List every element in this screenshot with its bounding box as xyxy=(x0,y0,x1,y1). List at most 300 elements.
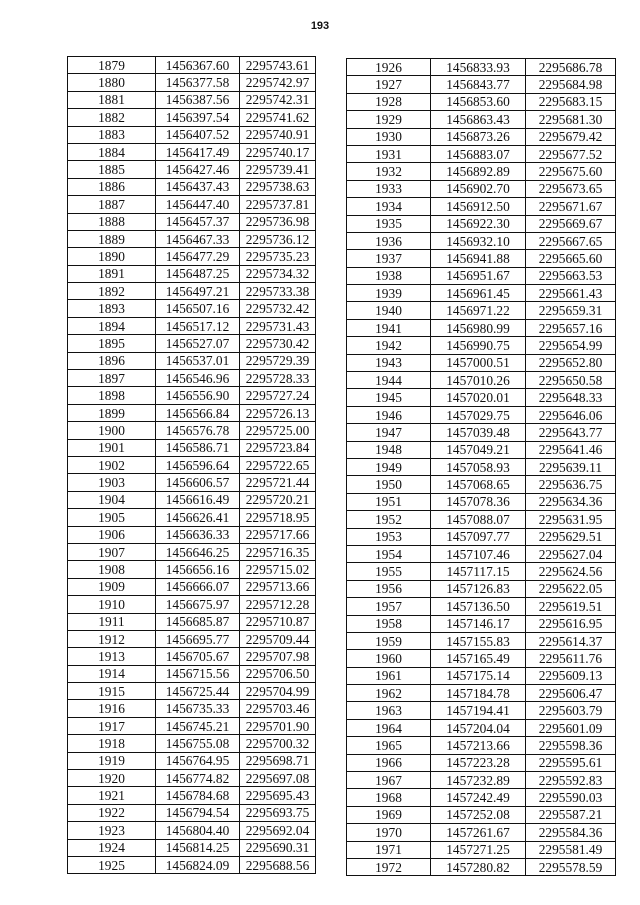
x-coordinate-cell: 1456586.71 xyxy=(156,439,240,456)
table-row xyxy=(347,511,616,528)
x-coordinate-cell: 1456507.16 xyxy=(156,300,240,317)
x-coordinate-cell: 1456437.43 xyxy=(156,178,240,195)
x-coordinate-cell: 1456705.67 xyxy=(156,648,240,665)
y-coordinate-cell: 2295740.91 xyxy=(240,126,316,143)
point-number-cell: 1904 xyxy=(68,491,156,508)
x-coordinate-cell: 1457184.78 xyxy=(431,685,526,702)
point-number-cell: 1922 xyxy=(68,804,156,821)
y-coordinate-cell: 2295741.62 xyxy=(240,109,316,126)
point-number-cell: 1933 xyxy=(347,180,431,197)
y-coordinate-cell: 2295700.32 xyxy=(240,735,316,752)
point-number-cell: 1912 xyxy=(68,630,156,647)
point-number-cell: 1915 xyxy=(68,683,156,700)
point-number-cell: 1944 xyxy=(347,372,431,389)
point-number-cell: 1884 xyxy=(68,143,156,160)
point-number-cell: 1879 xyxy=(68,57,156,74)
table-row xyxy=(347,685,616,702)
point-number-cell: 1888 xyxy=(68,213,156,230)
y-coordinate-cell: 2295690.31 xyxy=(240,839,316,856)
y-coordinate-cell: 2295703.46 xyxy=(240,700,316,717)
x-coordinate-cell: 1456656.16 xyxy=(156,561,240,578)
point-number-cell: 1962 xyxy=(347,685,431,702)
table-row xyxy=(68,352,316,369)
table-row xyxy=(68,543,316,560)
y-coordinate-cell: 2295667.65 xyxy=(526,232,616,249)
x-coordinate-cell: 1456794.54 xyxy=(156,804,240,821)
x-coordinate-cell: 1456902.70 xyxy=(431,180,526,197)
point-number-cell: 1968 xyxy=(347,789,431,806)
y-coordinate-cell: 2295709.44 xyxy=(240,630,316,647)
x-coordinate-cell: 1456912.50 xyxy=(431,198,526,215)
y-coordinate-cell: 2295742.97 xyxy=(240,74,316,91)
y-coordinate-cell: 2295629.51 xyxy=(526,528,616,545)
point-number-cell: 1966 xyxy=(347,754,431,771)
x-coordinate-cell: 1456636.33 xyxy=(156,526,240,543)
y-coordinate-cell: 2295590.03 xyxy=(526,789,616,806)
page-number: 193 xyxy=(310,20,330,32)
table-row xyxy=(347,458,616,475)
y-coordinate-cell: 2295720.21 xyxy=(240,491,316,508)
point-number-cell: 1952 xyxy=(347,511,431,528)
point-number-cell: 1958 xyxy=(347,615,431,632)
y-coordinate-cell: 2295728.33 xyxy=(240,370,316,387)
y-coordinate-cell: 2295601.09 xyxy=(526,719,616,736)
y-coordinate-cell: 2295710.87 xyxy=(240,613,316,630)
y-coordinate-cell: 2295648.33 xyxy=(526,389,616,406)
point-number-cell: 1900 xyxy=(68,422,156,439)
y-coordinate-cell: 2295698.71 xyxy=(240,752,316,769)
y-coordinate-cell: 2295619.51 xyxy=(526,598,616,615)
y-coordinate-cell: 2295598.36 xyxy=(526,737,616,754)
table-row xyxy=(68,161,316,178)
point-number-cell: 1959 xyxy=(347,632,431,649)
point-number-cell: 1931 xyxy=(347,145,431,162)
point-number-cell: 1901 xyxy=(68,439,156,456)
point-number-cell: 1937 xyxy=(347,250,431,267)
table-row xyxy=(68,230,316,247)
table-row xyxy=(68,404,316,421)
x-coordinate-cell: 1456537.01 xyxy=(156,352,240,369)
x-coordinate-cell: 1457280.82 xyxy=(431,858,526,875)
point-number-cell: 1943 xyxy=(347,354,431,371)
y-coordinate-cell: 2295712.28 xyxy=(240,596,316,613)
point-number-cell: 1887 xyxy=(68,196,156,213)
y-coordinate-cell: 2295652.80 xyxy=(526,354,616,371)
table-row xyxy=(68,787,316,804)
y-coordinate-cell: 2295679.42 xyxy=(526,128,616,145)
x-coordinate-cell: 1457049.21 xyxy=(431,441,526,458)
x-coordinate-cell: 1457213.66 xyxy=(431,737,526,754)
point-number-cell: 1965 xyxy=(347,737,431,754)
table-row xyxy=(347,545,616,562)
table-row xyxy=(68,74,316,91)
table-row xyxy=(347,476,616,493)
x-coordinate-cell: 1457252.08 xyxy=(431,806,526,823)
point-number-cell: 1889 xyxy=(68,230,156,247)
y-coordinate-cell: 2295650.58 xyxy=(526,372,616,389)
table-row xyxy=(68,735,316,752)
table-row xyxy=(347,250,616,267)
x-coordinate-cell: 1456397.54 xyxy=(156,109,240,126)
y-coordinate-cell: 2295657.16 xyxy=(526,319,616,336)
table-row xyxy=(68,456,316,473)
point-number-cell: 1916 xyxy=(68,700,156,717)
point-number-cell: 1925 xyxy=(68,856,156,873)
y-coordinate-cell: 2295606.47 xyxy=(526,685,616,702)
table-body xyxy=(68,57,316,874)
x-coordinate-cell: 1457107.46 xyxy=(431,545,526,562)
point-number-cell: 1969 xyxy=(347,806,431,823)
y-coordinate-cell: 2295725.00 xyxy=(240,422,316,439)
point-number-cell: 1909 xyxy=(68,578,156,595)
x-coordinate-cell: 1457126.83 xyxy=(431,580,526,597)
point-number-cell: 1890 xyxy=(68,248,156,265)
point-number-cell: 1934 xyxy=(347,198,431,215)
table-row xyxy=(68,283,316,300)
point-number-cell: 1960 xyxy=(347,650,431,667)
table-row xyxy=(347,806,616,823)
x-coordinate-cell: 1457146.17 xyxy=(431,615,526,632)
point-number-cell: 1932 xyxy=(347,163,431,180)
table-row xyxy=(347,59,616,76)
point-number-cell: 1971 xyxy=(347,841,431,858)
table-row xyxy=(347,858,616,875)
x-coordinate-cell: 1457223.28 xyxy=(431,754,526,771)
table-row xyxy=(347,232,616,249)
y-coordinate-cell: 2295614.37 xyxy=(526,632,616,649)
point-number-cell: 1893 xyxy=(68,300,156,317)
table-row xyxy=(347,198,616,215)
table-row xyxy=(68,126,316,143)
table-row xyxy=(68,648,316,665)
x-coordinate-cell: 1456576.78 xyxy=(156,422,240,439)
x-coordinate-cell: 1456951.67 xyxy=(431,267,526,284)
point-number-cell: 1880 xyxy=(68,74,156,91)
y-coordinate-cell: 2295643.77 xyxy=(526,424,616,441)
x-coordinate-cell: 1456675.97 xyxy=(156,596,240,613)
y-coordinate-cell: 2295587.21 xyxy=(526,806,616,823)
y-coordinate-cell: 2295665.60 xyxy=(526,250,616,267)
point-number-cell: 1964 xyxy=(347,719,431,736)
coordinates-table-right xyxy=(346,58,616,876)
y-coordinate-cell: 2295740.17 xyxy=(240,143,316,160)
y-coordinate-cell: 2295581.49 xyxy=(526,841,616,858)
table-row xyxy=(347,632,616,649)
point-number-cell: 1942 xyxy=(347,337,431,354)
point-number-cell: 1957 xyxy=(347,598,431,615)
point-number-cell: 1946 xyxy=(347,406,431,423)
y-coordinate-cell: 2295721.44 xyxy=(240,474,316,491)
point-number-cell: 1892 xyxy=(68,283,156,300)
table-row xyxy=(68,491,316,508)
x-coordinate-cell: 1456556.90 xyxy=(156,387,240,404)
table-row xyxy=(347,337,616,354)
x-coordinate-cell: 1456725.44 xyxy=(156,683,240,700)
x-coordinate-cell: 1456892.89 xyxy=(431,163,526,180)
x-coordinate-cell: 1456457.37 xyxy=(156,213,240,230)
table-row xyxy=(347,754,616,771)
table-row xyxy=(347,389,616,406)
table-row xyxy=(68,196,316,213)
point-number-cell: 1883 xyxy=(68,126,156,143)
table-row xyxy=(68,370,316,387)
table-row xyxy=(68,683,316,700)
table-row xyxy=(347,76,616,93)
x-coordinate-cell: 1456990.75 xyxy=(431,337,526,354)
table-row xyxy=(347,772,616,789)
point-number-cell: 1947 xyxy=(347,424,431,441)
point-number-cell: 1920 xyxy=(68,770,156,787)
table-row xyxy=(68,91,316,108)
x-coordinate-cell: 1456497.21 xyxy=(156,283,240,300)
y-coordinate-cell: 2295736.98 xyxy=(240,213,316,230)
table-row xyxy=(68,178,316,195)
x-coordinate-cell: 1457117.15 xyxy=(431,563,526,580)
point-number-cell: 1902 xyxy=(68,456,156,473)
point-number-cell: 1898 xyxy=(68,387,156,404)
y-coordinate-cell: 2295736.12 xyxy=(240,230,316,247)
x-coordinate-cell: 1456745.21 xyxy=(156,717,240,734)
y-coordinate-cell: 2295726.13 xyxy=(240,404,316,421)
y-coordinate-cell: 2295681.30 xyxy=(526,111,616,128)
x-coordinate-cell: 1456784.68 xyxy=(156,787,240,804)
x-coordinate-cell: 1456932.10 xyxy=(431,232,526,249)
point-number-cell: 1903 xyxy=(68,474,156,491)
x-coordinate-cell: 1456715.56 xyxy=(156,665,240,682)
y-coordinate-cell: 2295603.79 xyxy=(526,702,616,719)
table-row xyxy=(347,667,616,684)
table-row xyxy=(347,737,616,754)
point-number-cell: 1914 xyxy=(68,665,156,682)
point-number-cell: 1913 xyxy=(68,648,156,665)
x-coordinate-cell: 1456666.07 xyxy=(156,578,240,595)
y-coordinate-cell: 2295737.81 xyxy=(240,196,316,213)
point-number-cell: 1894 xyxy=(68,317,156,334)
table-row xyxy=(347,702,616,719)
table-row xyxy=(68,717,316,734)
y-coordinate-cell: 2295713.66 xyxy=(240,578,316,595)
point-number-cell: 1967 xyxy=(347,772,431,789)
table-row xyxy=(68,439,316,456)
y-coordinate-cell: 2295716.35 xyxy=(240,543,316,560)
x-coordinate-cell: 1457242.49 xyxy=(431,789,526,806)
point-number-cell: 1935 xyxy=(347,215,431,232)
table-row xyxy=(68,630,316,647)
table-row xyxy=(347,615,616,632)
point-number-cell: 1961 xyxy=(347,667,431,684)
table-row xyxy=(68,526,316,543)
y-coordinate-cell: 2295616.95 xyxy=(526,615,616,632)
x-coordinate-cell: 1457194.41 xyxy=(431,702,526,719)
x-coordinate-cell: 1457068.65 xyxy=(431,476,526,493)
point-number-cell: 1895 xyxy=(68,335,156,352)
table-row xyxy=(347,111,616,128)
x-coordinate-cell: 1456546.96 xyxy=(156,370,240,387)
y-coordinate-cell: 2295722.65 xyxy=(240,456,316,473)
y-coordinate-cell: 2295733.38 xyxy=(240,283,316,300)
x-coordinate-cell: 1456407.52 xyxy=(156,126,240,143)
x-coordinate-cell: 1456980.99 xyxy=(431,319,526,336)
x-coordinate-cell: 1456626.41 xyxy=(156,509,240,526)
y-coordinate-cell: 2295723.84 xyxy=(240,439,316,456)
y-coordinate-cell: 2295636.75 xyxy=(526,476,616,493)
point-number-cell: 1886 xyxy=(68,178,156,195)
point-number-cell: 1955 xyxy=(347,563,431,580)
y-coordinate-cell: 2295742.31 xyxy=(240,91,316,108)
y-coordinate-cell: 2295639.11 xyxy=(526,458,616,475)
table-row xyxy=(347,163,616,180)
x-coordinate-cell: 1456695.77 xyxy=(156,630,240,647)
y-coordinate-cell: 2295654.99 xyxy=(526,337,616,354)
x-coordinate-cell: 1456527.07 xyxy=(156,335,240,352)
y-coordinate-cell: 2295717.66 xyxy=(240,526,316,543)
table-row xyxy=(347,441,616,458)
y-coordinate-cell: 2295743.61 xyxy=(240,57,316,74)
y-coordinate-cell: 2295677.52 xyxy=(526,145,616,162)
table-row xyxy=(68,839,316,856)
x-coordinate-cell: 1456517.12 xyxy=(156,317,240,334)
y-coordinate-cell: 2295697.08 xyxy=(240,770,316,787)
x-coordinate-cell: 1456387.56 xyxy=(156,91,240,108)
x-coordinate-cell: 1456755.08 xyxy=(156,735,240,752)
y-coordinate-cell: 2295701.90 xyxy=(240,717,316,734)
table-row xyxy=(347,841,616,858)
x-coordinate-cell: 1457020.01 xyxy=(431,389,526,406)
point-number-cell: 1921 xyxy=(68,787,156,804)
table-row xyxy=(68,804,316,821)
x-coordinate-cell: 1456814.25 xyxy=(156,839,240,856)
x-coordinate-cell: 1456685.87 xyxy=(156,613,240,630)
table-row xyxy=(68,752,316,769)
table-row xyxy=(347,406,616,423)
x-coordinate-cell: 1456596.64 xyxy=(156,456,240,473)
coordinates-table-left xyxy=(67,56,316,874)
point-number-cell: 1926 xyxy=(347,59,431,76)
x-coordinate-cell: 1456774.82 xyxy=(156,770,240,787)
point-number-cell: 1907 xyxy=(68,543,156,560)
point-number-cell: 1899 xyxy=(68,404,156,421)
x-coordinate-cell: 1456824.09 xyxy=(156,856,240,873)
y-coordinate-cell: 2295595.61 xyxy=(526,754,616,771)
point-number-cell: 1897 xyxy=(68,370,156,387)
y-coordinate-cell: 2295718.95 xyxy=(240,509,316,526)
y-coordinate-cell: 2295611.76 xyxy=(526,650,616,667)
table-row xyxy=(347,302,616,319)
y-coordinate-cell: 2295695.43 xyxy=(240,787,316,804)
y-coordinate-cell: 2295692.04 xyxy=(240,822,316,839)
x-coordinate-cell: 1457010.26 xyxy=(431,372,526,389)
x-coordinate-cell: 1456804.40 xyxy=(156,822,240,839)
y-coordinate-cell: 2295704.99 xyxy=(240,683,316,700)
y-coordinate-cell: 2295735.23 xyxy=(240,248,316,265)
point-number-cell: 1963 xyxy=(347,702,431,719)
point-number-cell: 1950 xyxy=(347,476,431,493)
table-row xyxy=(347,215,616,232)
table-row xyxy=(68,422,316,439)
x-coordinate-cell: 1457039.48 xyxy=(431,424,526,441)
point-number-cell: 1940 xyxy=(347,302,431,319)
x-coordinate-cell: 1457271.25 xyxy=(431,841,526,858)
table-row xyxy=(347,267,616,284)
point-number-cell: 1928 xyxy=(347,93,431,110)
y-coordinate-cell: 2295578.59 xyxy=(526,858,616,875)
x-coordinate-cell: 1456922.30 xyxy=(431,215,526,232)
x-coordinate-cell: 1456467.33 xyxy=(156,230,240,247)
point-number-cell: 1881 xyxy=(68,91,156,108)
table-row xyxy=(347,493,616,510)
y-coordinate-cell: 2295731.43 xyxy=(240,317,316,334)
point-number-cell: 1953 xyxy=(347,528,431,545)
y-coordinate-cell: 2295592.83 xyxy=(526,772,616,789)
x-coordinate-cell: 1456961.45 xyxy=(431,285,526,302)
x-coordinate-cell: 1456487.25 xyxy=(156,265,240,282)
table-row xyxy=(68,387,316,404)
y-coordinate-cell: 2295675.60 xyxy=(526,163,616,180)
table-row xyxy=(347,580,616,597)
y-coordinate-cell: 2295669.67 xyxy=(526,215,616,232)
y-coordinate-cell: 2295663.53 xyxy=(526,267,616,284)
table-row xyxy=(347,563,616,580)
table-row xyxy=(68,822,316,839)
table-row xyxy=(68,856,316,873)
point-number-cell: 1970 xyxy=(347,824,431,841)
point-number-cell: 1905 xyxy=(68,509,156,526)
x-coordinate-cell: 1457165.49 xyxy=(431,650,526,667)
table-row xyxy=(68,700,316,717)
y-coordinate-cell: 2295624.56 xyxy=(526,563,616,580)
table-row xyxy=(68,561,316,578)
table-row xyxy=(68,109,316,126)
y-coordinate-cell: 2295627.04 xyxy=(526,545,616,562)
point-number-cell: 1891 xyxy=(68,265,156,282)
point-number-cell: 1948 xyxy=(347,441,431,458)
point-number-cell: 1936 xyxy=(347,232,431,249)
point-number-cell: 1906 xyxy=(68,526,156,543)
x-coordinate-cell: 1457136.50 xyxy=(431,598,526,615)
point-number-cell: 1908 xyxy=(68,561,156,578)
table-row xyxy=(68,509,316,526)
y-coordinate-cell: 2295622.05 xyxy=(526,580,616,597)
table-row xyxy=(347,424,616,441)
y-coordinate-cell: 2295707.98 xyxy=(240,648,316,665)
y-coordinate-cell: 2295683.15 xyxy=(526,93,616,110)
table-row xyxy=(68,578,316,595)
x-coordinate-cell: 1456616.49 xyxy=(156,491,240,508)
point-number-cell: 1939 xyxy=(347,285,431,302)
x-coordinate-cell: 1457029.75 xyxy=(431,406,526,423)
table-row xyxy=(68,474,316,491)
x-coordinate-cell: 1456764.95 xyxy=(156,752,240,769)
x-coordinate-cell: 1457097.77 xyxy=(431,528,526,545)
x-coordinate-cell: 1456377.58 xyxy=(156,74,240,91)
y-coordinate-cell: 2295729.39 xyxy=(240,352,316,369)
x-coordinate-cell: 1456853.60 xyxy=(431,93,526,110)
y-coordinate-cell: 2295686.78 xyxy=(526,59,616,76)
table-row xyxy=(347,719,616,736)
table-row xyxy=(68,317,316,334)
y-coordinate-cell: 2295706.50 xyxy=(240,665,316,682)
point-number-cell: 1972 xyxy=(347,858,431,875)
point-number-cell: 1949 xyxy=(347,458,431,475)
x-coordinate-cell: 1456883.07 xyxy=(431,145,526,162)
table-row xyxy=(68,613,316,630)
point-number-cell: 1930 xyxy=(347,128,431,145)
x-coordinate-cell: 1456646.25 xyxy=(156,543,240,560)
table-row xyxy=(68,300,316,317)
point-number-cell: 1924 xyxy=(68,839,156,856)
y-coordinate-cell: 2295609.13 xyxy=(526,667,616,684)
y-coordinate-cell: 2295584.36 xyxy=(526,824,616,841)
